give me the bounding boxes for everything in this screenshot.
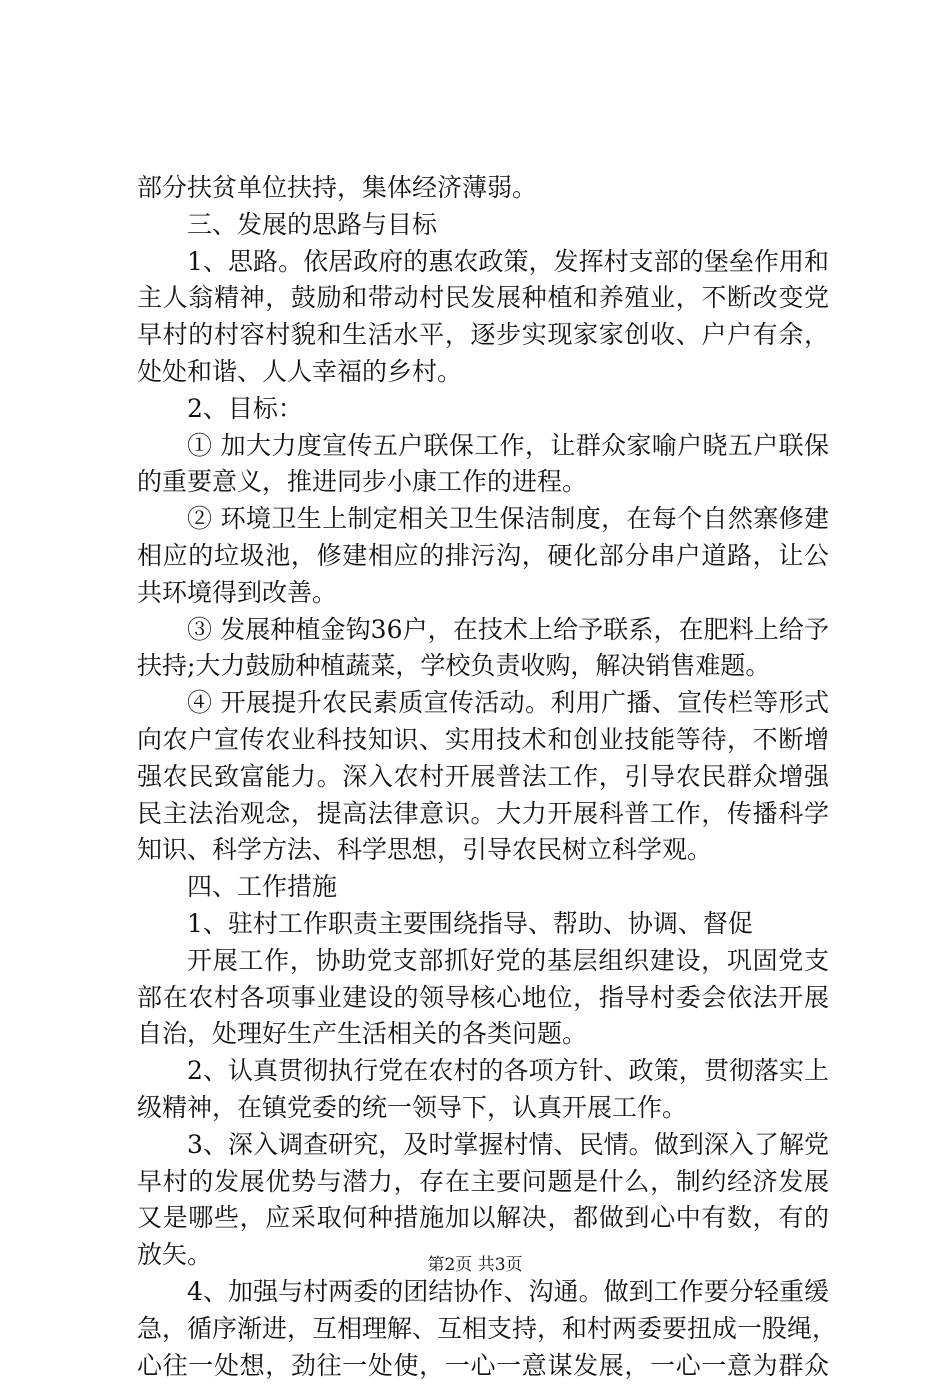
text-line: 2、目标： — [137, 391, 837, 428]
text-line: 1、思路。依居政府的惠农政策，发挥村支部的堡垒作用和 — [137, 244, 829, 281]
text-line: 的重要意义，推进同步小康工作的进程。 — [137, 464, 837, 501]
text-line: 向农户宣传农业科技知识、实用技术和创业技能等待，不断增 — [137, 722, 829, 759]
text-line: 心往一处想，劲往一处使，一心一意谋发展，一心一意为群众 — [137, 1348, 829, 1384]
text-line: 又是哪些，应采取何种措施加以解决，都做到心中有数，有的 — [137, 1200, 829, 1237]
text-line: 急，循序渐进，互相理解、互相支持，和村两委要扭成一股绳， — [137, 1311, 829, 1348]
text-line: 部在农村各项事业建设的领导核心地位，指导村委会依法开展 — [137, 980, 829, 1017]
page-number-footer: 第2页 共3页 — [0, 1254, 950, 1276]
text-line: ② 环境卫生上制定相关卫生保洁制度，在每个自然寨修建 — [137, 501, 829, 538]
text-line: ① 加大力度宣传五户联保工作，让群众家喻户晓五户联保 — [137, 428, 829, 465]
text-line: 早村的村容村貌和生活水平，逐步实现家家创收、户户有余， — [137, 317, 829, 354]
text-line: 4、加强与村两委的团结协作、沟通。做到工作要分轻重缓 — [137, 1274, 829, 1311]
text-line: 民主法治观念，提高法律意识。大力开展科普工作，传播科学 — [137, 796, 829, 833]
text-line: 共环境得到改善。 — [137, 575, 837, 612]
text-line: 强农民致富能力。深入农村开展普法工作，引导农民群众增强 — [137, 759, 829, 796]
text-line: 放矢。 — [137, 1237, 837, 1274]
text-line: 相应的垃圾池，修建相应的排污沟，硬化部分串户道路，让公 — [137, 538, 829, 575]
section-heading: 四、工作措施 — [137, 869, 837, 906]
text-line: 处处和谐、人人幸福的乡村。 — [137, 354, 837, 391]
text-line: 开展工作，协助党支部抓好党的基层组织建设，巩固党支 — [137, 943, 829, 980]
section-heading: 三、发展的思路与目标 — [137, 207, 837, 244]
text-line: 主人翁精神，鼓励和带动村民发展种植和养殖业，不断改变党 — [137, 280, 829, 317]
document-body — [137, 170, 837, 1384]
text-line: 自治，处理好生产生活相关的各类问题。 — [137, 1016, 837, 1053]
text-line: 知识、科学方法、科学思想，引导农民树立科学观。 — [137, 832, 837, 869]
text-line: 早村的发展优势与潜力，存在主要问题是什么，制约经济发展 — [137, 1164, 829, 1201]
text-line: 1、驻村工作职责主要围绕指导、帮助、协调、督促 — [137, 906, 837, 943]
text-line: 级精神，在镇党委的统一领导下，认真开展工作。 — [137, 1090, 837, 1127]
text-line: 3、深入调查研究，及时掌握村情、民情。做到深入了解党 — [137, 1127, 829, 1164]
text-line: 2、认真贯彻执行党在农村的各项方针、政策，贯彻落实上 — [137, 1053, 829, 1090]
text-line: 部分扶贫单位扶持，集体经济薄弱。 — [137, 170, 837, 207]
text-line: ③ 发展种植金钩36户，在技术上给予联系，在肥料上给予 — [137, 612, 829, 649]
text-line: ④ 开展提升农民素质宣传活动。利用广播、宣传栏等形式 — [137, 685, 829, 722]
text-line: 扶持;大力鼓励种植蔬菜，学校负责收购，解决销售难题。 — [137, 648, 837, 685]
